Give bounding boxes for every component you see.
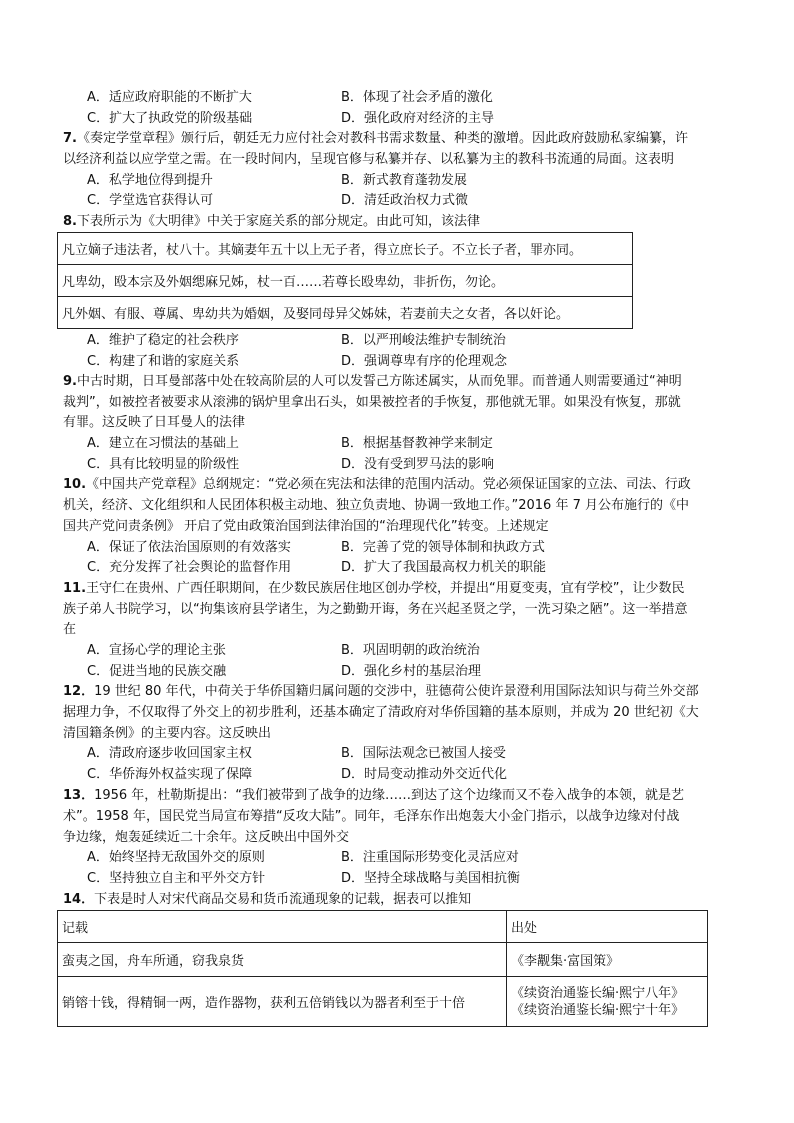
q14-record-table	[57, 910, 708, 1027]
q6-option-a[interactable]: A．适应政府职能的不断扩大	[87, 90, 252, 105]
q8-law-table	[57, 232, 633, 329]
q7-stem-line-1: 7.《奏定学堂章程》颁行后，朝廷无力应付社会对教科书需求数量、种类的激增。因此政府鼓励私家编纂，许	[63, 131, 688, 146]
q12-option-a[interactable]: A．清政府逐步收回国家主权	[87, 746, 252, 761]
q8-law-row: 凡外姻、有服、尊属、卑幼共为婚姻，及娶同母异父姊妹，若妻前夫之女者，各以奸论。	[58, 297, 633, 329]
q14-stem: 14．下表是时人对宋代商品交易和货币流通现象的记载，据表可以推知	[63, 892, 472, 907]
q14-row-record: 销镕十钱，得精铜一两，造作器物，获利五倍销钱以为器者利至于十倍	[58, 977, 507, 1027]
q10-option-a[interactable]: A．保证了依法治国原则的有效落实	[87, 540, 291, 555]
q12-stem-line-1: 12．19 世纪 80 年代，中荷关于华侨国籍归属问题的交涉中，驻德荷公使许景澄利用国际法知识与荷兰外交部	[63, 684, 699, 699]
q9-option-c[interactable]: C．具有比较明显的阶级性	[87, 457, 240, 472]
q10-option-c[interactable]: C．充分发挥了社会舆论的监督作用	[87, 560, 292, 575]
q14-row-source: 《李觏集·富国策》	[507, 943, 708, 977]
q12-stem-line-2: 据理力争，不仅取得了外交上的初步胜利，还基本确定了清政府对华侨国籍的基本原则，并成为 20 世纪初《大	[63, 705, 699, 720]
q12-stem-line-3: 清国籍条例》的主要内容。这反映出	[63, 726, 272, 741]
q14-header-record: 记载	[58, 911, 507, 943]
q13-stem-line-2: 术”。1958 年，国民党当局宣布筹措“反攻大陆”。同年，毛泽东作出炮轰大小金门指示，以战争边缘对付战	[63, 809, 680, 824]
q9-stem-line-2: 裁判”，如被控者被要求从滚沸的锅炉里拿出石头，如果被控者的手恢复，那他就无罪。如果没有恢复，那就	[63, 395, 681, 410]
q14-row-source: 《续资治通鉴长编·熙宁八年》 《续资治通鉴长编·熙宁十年》	[507, 977, 708, 1027]
q13-option-d[interactable]: D．坚持全球战略与美国相抗衡	[341, 871, 521, 886]
q8-option-c[interactable]: C．构建了和谐的家庭关系	[87, 354, 240, 369]
q9-option-a[interactable]: A．建立在习惯法的基础上	[87, 436, 239, 451]
q13-option-a[interactable]: A．始终坚持无敌国外交的原则	[87, 850, 265, 865]
q6-option-b[interactable]: B．体现了社会矛盾的激化	[341, 90, 493, 105]
q7-stem-line-2: 以经济利益以应学堂之需。在一段时间内，呈现官修与私纂并存、以私纂为主的教科书流通的局面。这表明	[63, 152, 675, 167]
q12-option-c[interactable]: C．华侨海外权益实现了保障	[87, 767, 253, 782]
q10-stem-line-1: 10.《中国共产党章程》总纲规定：“党必须在宪法和法律的范围内活动。党必须保证国家的立法、司法、行政	[63, 477, 691, 492]
q8-option-b[interactable]: B．以严刑峻法维护专制统治	[341, 333, 506, 348]
q10-stem-line-3: 国共产党问责条例》 开启了党由政策治国到法律治国的“治理现代化”转变。上述规定	[63, 519, 549, 534]
q7-option-c[interactable]: C．学堂选官获得认可	[87, 193, 214, 208]
q9-stem-line-3: 有罪。这反映了日耳曼人的法律	[63, 415, 246, 430]
q11-stem-line-2: 族子弟人书院学习，以“拘集该府县学诸生，为之勤勤开诲，务在兴起圣贤之学，一洗习染之陋”。这一举措意	[63, 602, 688, 617]
q11-option-d[interactable]: D．强化乡村的基层治理	[341, 664, 482, 679]
q11-stem-line-1: 11.王守仁在贵州、广西任职期间，在少数民族居住地区创办学校，并提出“用夏变夷，宜有学校”，让少数民	[63, 581, 685, 596]
q11-stem-line-3: 在	[63, 622, 77, 637]
q6-option-c[interactable]: C．扩大了执政党的阶级基础	[87, 111, 253, 126]
q11-option-b[interactable]: B．巩固明朝的政治统治	[341, 643, 480, 658]
q14-header-source: 出处	[507, 911, 708, 943]
q10-option-b[interactable]: B．完善了党的领导体制和执政方式	[341, 540, 545, 555]
q13-option-b[interactable]: B．注重国际形势变化灵活应对	[341, 850, 519, 865]
q7-option-d[interactable]: D．清廷政治权力式微	[341, 193, 469, 208]
q6-option-d[interactable]: D．强化政府对经济的主导	[341, 111, 495, 126]
q11-option-c[interactable]: C．促进当地的民族交融	[87, 664, 227, 679]
q11-option-a[interactable]: A．宣扬心学的理论主张	[87, 643, 226, 658]
q7-option-a[interactable]: A．私学地位得到提升	[87, 173, 213, 188]
q13-option-c[interactable]: C．坚持独立自主和平外交方针	[87, 871, 266, 886]
q10-stem-line-2: 机关，经济、文化组织和人民团体积极主动地、独立负责地、协调一致地工作。”2016 年 7 月公布施行的《中	[63, 498, 689, 513]
q12-option-b[interactable]: B．国际法观念已被国人接受	[341, 746, 506, 761]
q8-law-row: 凡卑幼，殴本宗及外姻缌麻兄姊，杖一百……若尊长殴卑幼，非折伤，勿论。	[58, 265, 633, 297]
q10-option-d[interactable]: D．扩大了我国最高权力机关的职能	[341, 560, 547, 575]
q9-option-d[interactable]: D．没有受到罗马法的影响	[341, 457, 495, 472]
q9-option-b[interactable]: B．根据基督教神学来制定	[341, 436, 493, 451]
q13-stem-line-3: 争边缘，炮轰延续近二十余年。这反映出中国外交	[63, 830, 350, 845]
q13-stem-line-1: 13．1956 年，杜勒斯提出：“我们被带到了战争的边缘……到达了这个边缘而又不卷入战争的本领，就是艺	[63, 788, 685, 803]
q14-row-record: 蛮夷之国，舟车所通，窃我泉货	[58, 943, 507, 977]
q9-stem-line-1: 9.中古时期，日耳曼部落中处在较高阶层的人可以发誓己方陈述属实，从而免罪。而普通人则需要通过“神明	[63, 374, 682, 389]
q7-option-b[interactable]: B．新式教育蓬勃发展	[341, 173, 467, 188]
q12-option-d[interactable]: D．时局变动推动外交近代化	[341, 767, 508, 782]
q8-option-a[interactable]: A．维护了稳定的社会秩序	[87, 333, 239, 348]
q8-law-row: 凡立嫡子违法者，杖八十。其嫡妻年五十以上无子者，得立庶长子。不立长子者，罪亦同。	[58, 233, 633, 265]
q8-option-d[interactable]: D．强调尊卑有序的伦理观念	[341, 354, 508, 369]
q8-stem: 8.下表所示为《大明律》中关于家庭关系的部分规定。由此可知，该法律	[63, 214, 480, 229]
